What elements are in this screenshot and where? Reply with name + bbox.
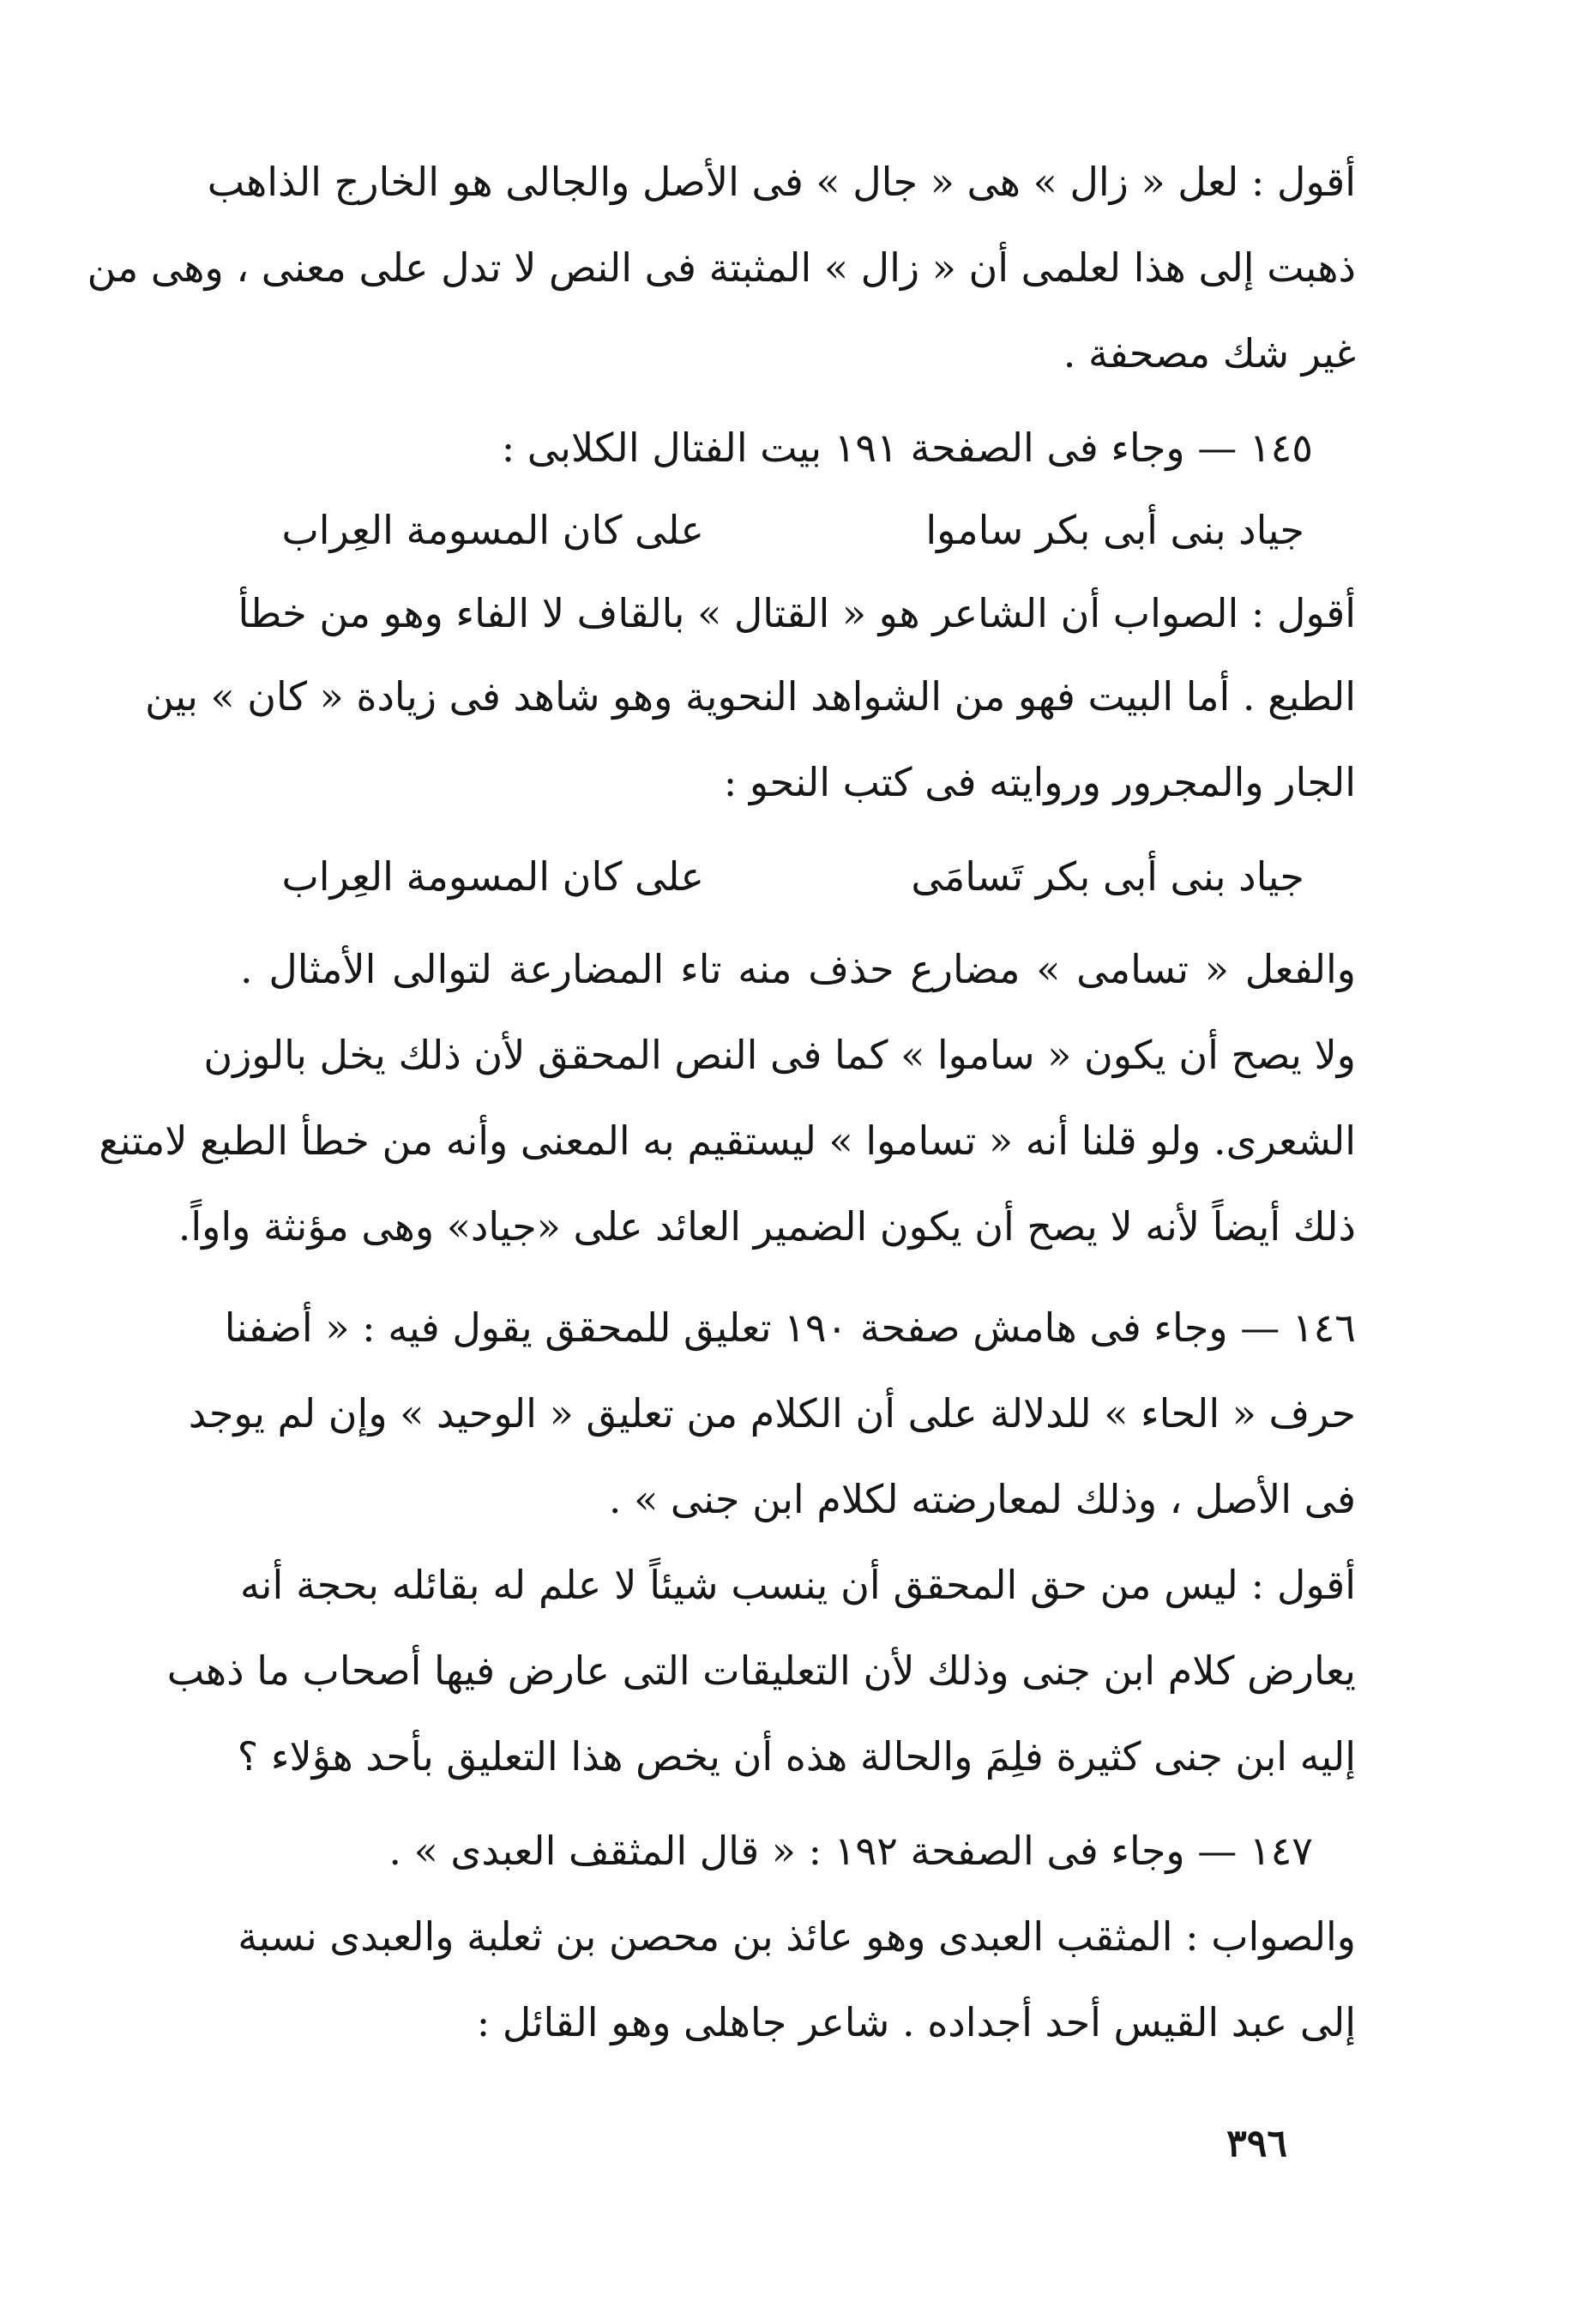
text-line: فى الأصل ، وذلك لمعارضته لكلام ابن جنى » . [608,1476,1356,1522]
text-line: الطبع . أما البيت فهو من الشواهد النحوية وهو شاهد فى زيادة « كان » بين [145,673,1356,720]
text-line: إلى عبد القيس أحد أجداده . شاعر جاهلى وهو القائل : [476,1999,1356,2045]
section-heading-147: ١٤٧ — وجاء فى الصفحة ١٩٢ : « قال المثقف العبدى » . [388,1828,1313,1874]
verse-1-second-hemistich: على كان المسومة العِراب [281,507,704,553]
text-line: أقول : لعل « زال » هى « جال » فى الأصل والجالى هو الخارج الذاهب [207,159,1356,205]
section-heading-145: ١٤٥ — وجاء فى الصفحة ١٩١ بيت الفتال الكلابى : [501,425,1313,471]
verse-2-second-hemistich: على كان المسومة العِراب [281,853,704,900]
text-line: إليه ابن جنى كثيرة فلِمَ والحالة هذه أن يخص هذا التعليق بأحد هؤلاء ؟ [237,1733,1356,1780]
text-line: والصواب : المثقب العبدى وهو عائذ بن محصن بن ثعلبة والعبدى نسبة [238,1913,1356,1960]
verse-1-first-hemistich: جياد بنى أبى بكر ساموا [925,507,1304,553]
text-line: ولا يصح أن يكون « ساموا » كما فى النص المحقق لأن ذلك يخل بالوزن [203,1032,1356,1078]
page-number: ٣٩٦ [1226,2122,1287,2165]
text-line: والفعل « تسامى » مضارع حذف منه تاء المضارعة لتوالى الأمثال . [240,946,1356,992]
text-line: الشعرى. ولو قلنا أنه « تساموا » ليستقيم به المعنى وأنه من خطأ الطبع لامتنع [99,1117,1356,1164]
section-heading-146: ١٤٦ — وجاء فى هامش صفحة ١٩٠ تعليق للمحقق يقول فيه : « أضفنا [224,1304,1356,1351]
text-line: ذلك أيضاً لأنه لا يصح أن يكون الضمير العائد على «جياد» وهى مؤنثة واواً. [178,1203,1356,1250]
text-line: الجار والمجرور وروايته فى كتب النحو : [723,759,1356,805]
text-line: أقول : الصواب أن الشاعر هو « القتال » بالقاف لا الفاء وهو من خطأ [238,590,1356,636]
text-line: حرف « الحاء » للدلالة على أن الكلام من تعليق « الوحيد » وإن لم يوجد [188,1390,1356,1437]
text-line: يعارض كلام ابن جنى وذلك لأن التعليقات التى عارض فيها أصحاب ما ذهب [166,1647,1356,1694]
verse-2-first-hemistich: جياد بنى أبى بكر تَسامَى [911,853,1304,900]
text-line: ذهبت إلى هذا لعلمى أن « زال » المثبتة فى النص لا تدل على معنى ، وهى من [87,244,1356,291]
text-line: غير شك مصحفة . [1063,330,1356,376]
text-line: أقول : ليس من حق المحقق أن ينسب شيئاً لا علم له بقائله بحجة أنه [240,1562,1356,1608]
